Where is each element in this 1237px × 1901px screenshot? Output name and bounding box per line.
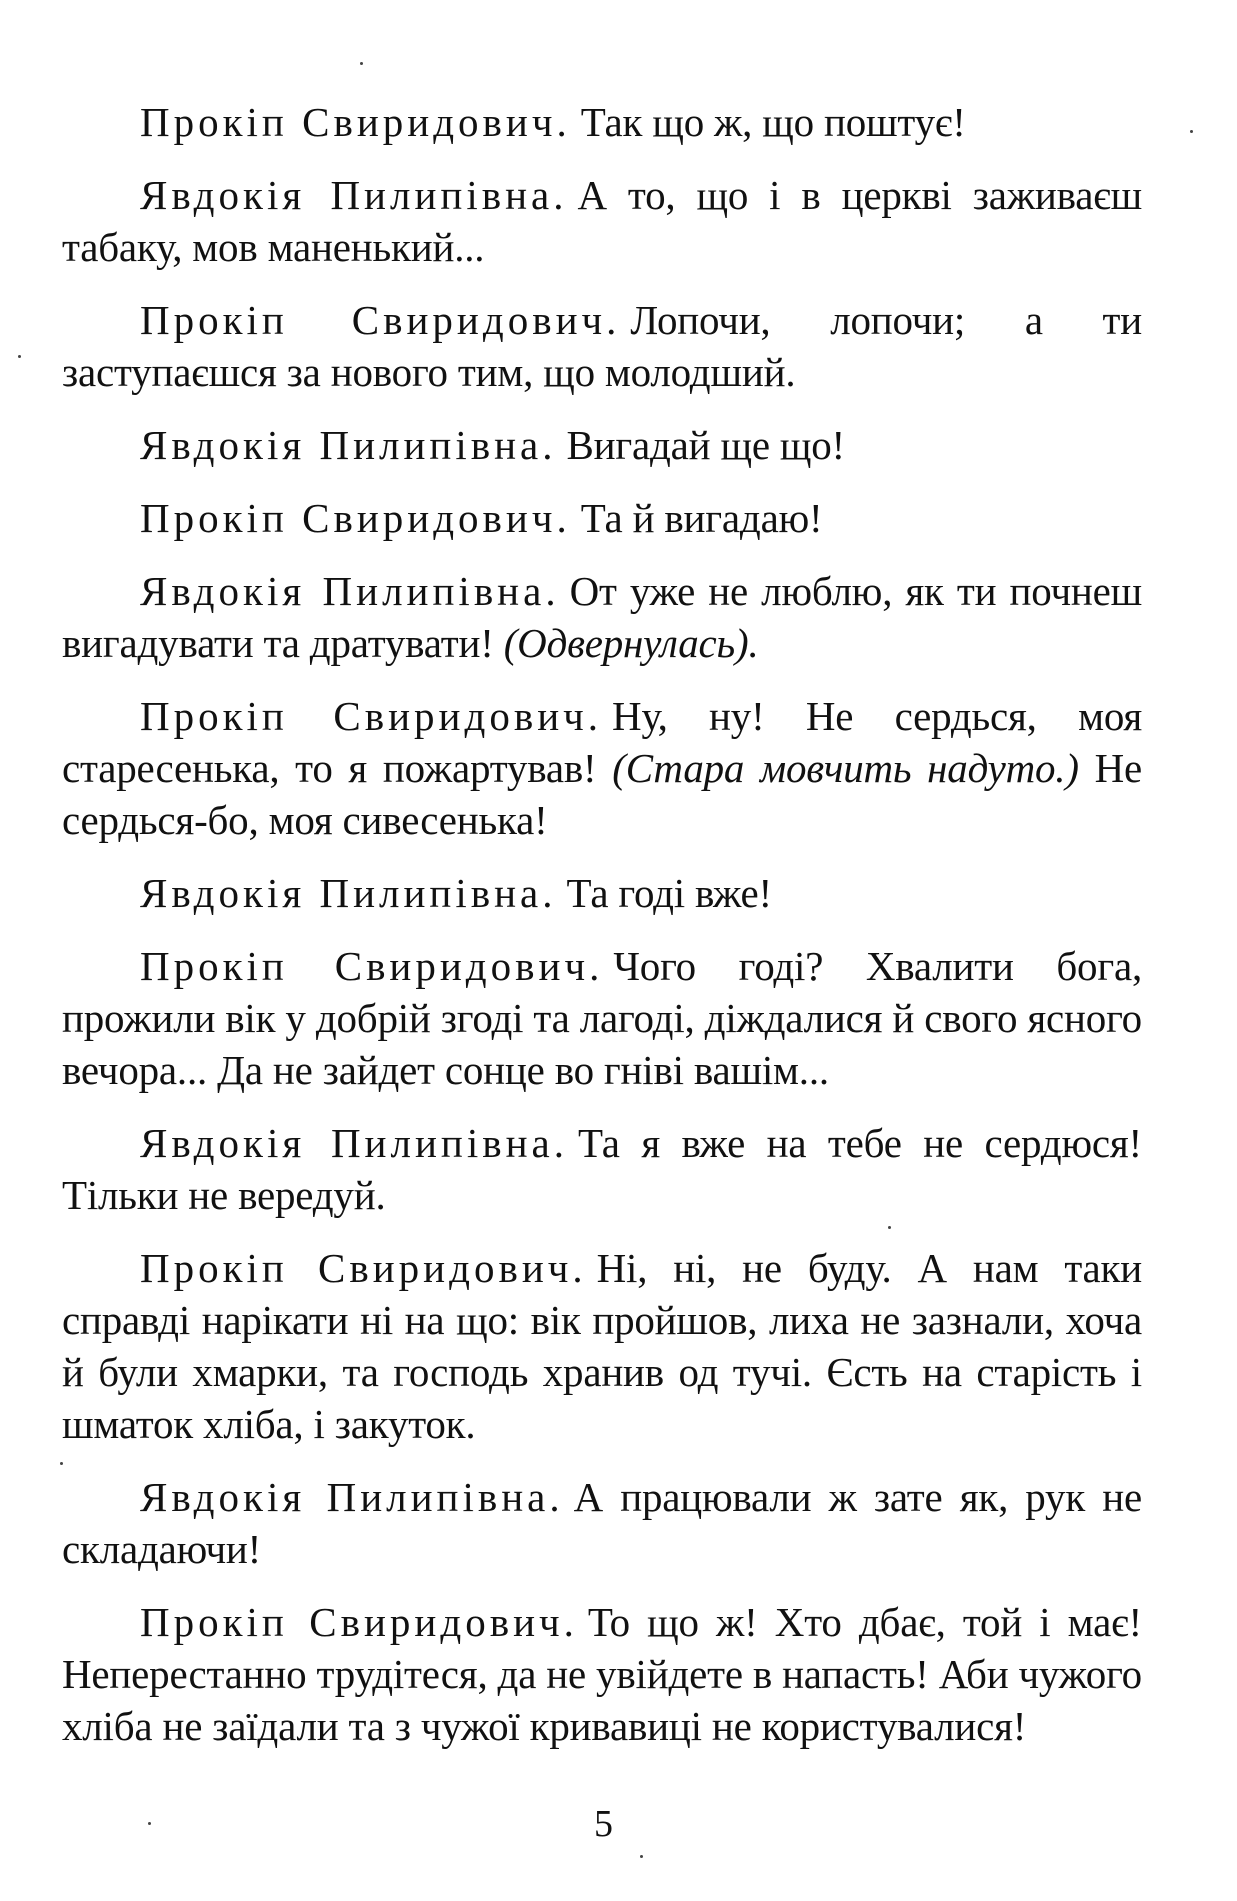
dialogue-text: Та я вже на тебе не сердюся! Тільки не вередуй. [62,1120,1142,1218]
scan-speck [1190,130,1193,133]
scan-speck [148,1822,151,1825]
dialogue-text: Та й вигадаю! [580,495,823,541]
speaker-name: Прокіп Свиридович. [140,297,621,343]
scan-speck [640,1855,643,1858]
dialogue-paragraph [62,96,1142,148]
stage-direction: (Одвернулась). [503,620,759,666]
dialogue-text: А то, що і в церкві заживаєш табаку, мов маненький... [62,172,1142,270]
dialogue-text: То що ж! Хто дбає, той і має! Неперестанно трудітеся, да не увійдете в напасть! Аби чужого хліба не заїдали та з чужої кривавиці не користувалися! [62,1599,1142,1749]
dialogue-paragraph [62,565,1142,669]
dialogue-paragraph [62,690,1142,846]
dialogue-text-continued: Не сердься-бо, моя сивесенька! [62,745,1142,843]
dialogue-text: Та годі вже! [566,870,773,916]
speaker-name: Прокіп Свиридович. [140,1245,587,1291]
dialogue-text: Ну, ну! Не сердься, моя старесенька, то я пожартував! [62,693,1142,791]
page-number: 5 [594,1803,613,1845]
speaker-name: Прокіп Свиридович. [140,693,603,739]
dialogue-paragraph [62,940,1142,1096]
scan-speck [888,1226,891,1229]
dialogue-paragraph [62,867,1142,919]
dialogue-text: Так що ж, що поштує! [580,99,966,145]
dialogue-paragraph [62,1596,1142,1752]
dialogue-text: Лопочи, лопочи; а ти заступаєшся за нового тим, що молодший. [62,297,1142,395]
speaker-name: Явдокія Пилипівна. [140,1120,568,1166]
dialogue-paragraph [62,1117,1142,1221]
speaker-name: Явдокія Пилипівна. [140,172,568,218]
speaker-name: Явдокія Пилипівна. [140,1474,564,1520]
stage-direction: (Стара мовчить надуто.) [612,745,1079,791]
speaker-name: Прокіп Свиридович. [140,1599,578,1645]
document-body [62,96,1142,1773]
dialogue-paragraph [62,1242,1142,1450]
scan-speck [360,62,363,65]
dialogue-paragraph [62,419,1142,471]
dialogue-paragraph [62,492,1142,544]
dialogue-paragraph [62,294,1142,398]
dialogue-paragraph [62,169,1142,273]
scan-speck [18,355,21,358]
speaker-name: Прокіп Свиридович. [140,495,571,541]
dialogue-text: От уже не люблю, як ти почнеш вигадувати та дратувати! [62,568,1142,666]
dialogue-text: Вигадай ще що! [566,422,845,468]
speaker-name: Явдокія Пилипівна. [140,422,557,468]
speaker-name: Явдокія Пилипівна. [140,870,557,916]
dialogue-text: Ні, ні, не буду. А нам таки справді нарікати ні на що: вік пройшов, лиха не зазнали, хоча й були хмарки, та господь хранив од тучі. Єсть на старість і шматок хліба, і закуток. [62,1245,1143,1447]
speaker-name: Явдокія Пилипівна. [140,568,560,614]
dialogue-paragraph [62,1471,1142,1575]
dialogue-text: Чого годі? Хвалити бога, прожили вік у добрій згоді та лагоді, діждалися й свого ясного вечора... Да не зайдет сонце во гніві вашім... [62,943,1142,1093]
speaker-name: Прокіп Свиридович. [140,943,604,989]
dialogue-text: А працювали ж зате як, рук не складаючи! [62,1474,1142,1572]
speaker-name: Прокіп Свиридович. [140,99,571,145]
scan-speck [60,1462,63,1465]
